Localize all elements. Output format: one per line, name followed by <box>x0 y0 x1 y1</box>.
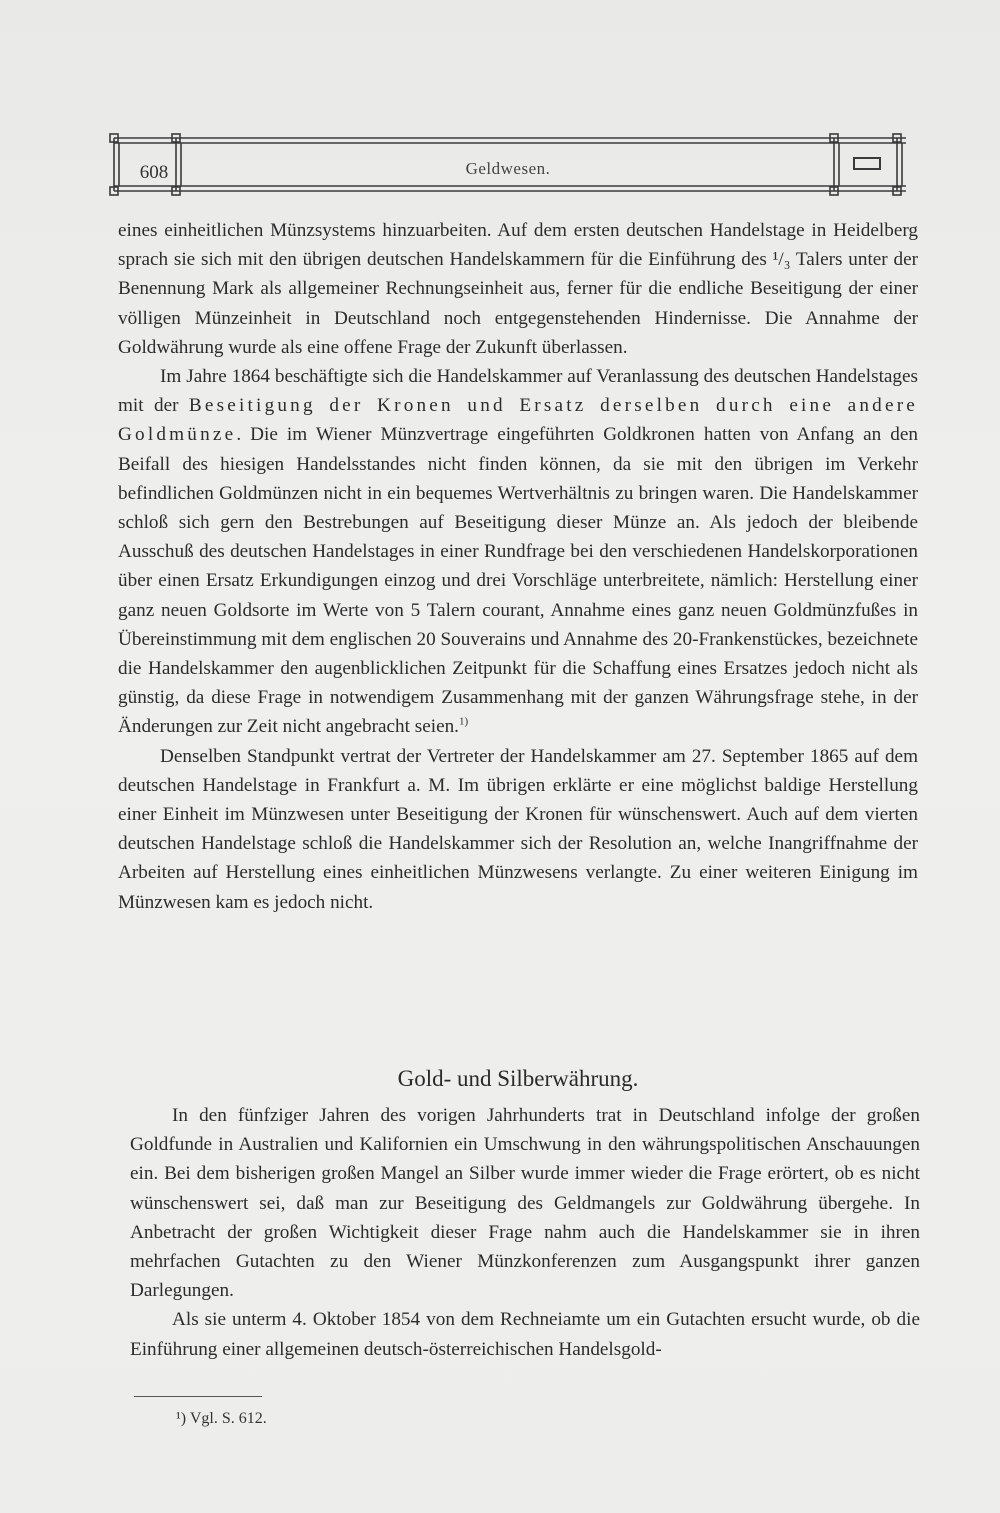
page-header <box>108 128 910 200</box>
section-heading: Gold- und Silberwährung. <box>397 1066 639 1091</box>
section-paragraph-1: In den fünfziger Jahren des vorigen Jahrhunderts trat in Deutschland infolge der großen Goldfunde in Australien und Kalifornien ein Umschwung in den währungspolitischen Anschauungen ein. Bei dem bisherigen großen Mangel an Silber wurde immer wieder die Frage erörtert, ob es nicht wünschenswert sei, daß man zur Beseitigung des Geldmangels zur Goldwährung übergehe. In Anbetracht der großen Wichtigkeit dieser Frage nahm auch die Handelskammer sie in ihren mehrfachen Gutachten zu den Wiener Münzkonferenzen zum Ausgangspunkt ihrer ganzen Darlegungen. <box>130 1105 920 1302</box>
main-text <box>118 216 918 917</box>
paragraph-2-rest: . Die im Wiener Münzvertrage eingeführten Goldkronen hatten von Anfang an den Beifall des hiesigen Handelsstandes nicht finden können, da sie mit den übrigen im Verkehr befindlichen Goldmünzen nicht in ein bequemes Wertverhältnis zu bringen waren. Die Handelskammer schloß sich gern den Bestrebungen auf Beseitigung dieser Münze an. Als jedoch der bleibende Ausschuß des deutschen Handelstages in einer Rundfrage bei den verschiedenen Handelskorporationen über einen Ersatz Erkundigungen einzog und drei Vorschläge unterbreitete, nämlich: Herstellung einer ganz neuen Goldsorte im Werte von 5 Talern courant, Annahme eines ganz neuen Goldmünzfußes in Übereinstimmung mit dem englischen 20 Souverains und Annahme des 20-Frankenstückes, bezeichnete die Handelskammer den augenblicklichen Zeitpunkt für die Schaffung eines Ersatzes jedoch nicht als günstig, da diese Frage in notwendigem Zusammenhang mit der ganzen Währungsfrage stehe, in der Änderungen zur Zeit nicht angebracht seien. <box>118 424 918 738</box>
paragraph-2 <box>118 362 918 742</box>
paragraph-1: eines einheitlichen Münzsystems hinzuarbeiten. Auf dem ersten deutschen Handelstage in Heidelberg sprach sie sich mit den übrigen deutschen Handelskammern für die Einführung des ¹/₃ Talers unter der Benennung Mark als allgemeiner Rechnungseinheit aus, ferner für die endliche Beseitigung der einer völligen Münzeinheit in Deutschland noch entgegenstehenden Hindernisse. Die Annahme der Goldwährung wurde als eine offene Frage der Zukunft überlassen. <box>118 220 918 358</box>
running-title: Geldwesen. <box>465 159 551 178</box>
spaced-emphasis: Beseitigung der Kronen und Ersatz derselben durch eine andere Goldmünze <box>118 395 918 446</box>
footnote-divider <box>134 1396 262 1397</box>
paragraph-3: Denselben Standpunkt vertrat der Vertreter der Handelskammer am 27. September 1865 auf dem deutschen Handelstage in Frankfurt a. M. Im übrigen erklärte er eine möglichst baldige Herstellung einer Einheit im Münzwesen unter Beseitigung der Kronen für wünschenswert. Auch auf dem vierten deutschen Handelstage schloß die Handelskammer sich der Resolution an, welche Inangriffnahme der Arbeiten auf Herstellung eines einheitlichen Münzwesens verlangte. Zu einer weiteren Einigung im Münzwesen kam es jedoch nicht. <box>118 745 918 913</box>
page-number: 608 <box>139 162 169 183</box>
paragraph-2-start: Im Jahre 1864 beschäftigte sich die Handelskammer auf Veranlassung des deutschen Handelstages mit der <box>118 366 918 417</box>
section-paragraph-2: Als sie unterm 4. Oktober 1854 von dem Rechneiamte um ein Gutachten ersucht wurde, ob die Einführung einer allgemeinen deutsch-österreichischen Handelsgold- <box>130 1309 920 1360</box>
footnote: ¹) Vgl. S. 612. <box>176 1410 267 1427</box>
footnote-reference: 1) <box>458 716 469 729</box>
section-text <box>130 1101 920 1364</box>
